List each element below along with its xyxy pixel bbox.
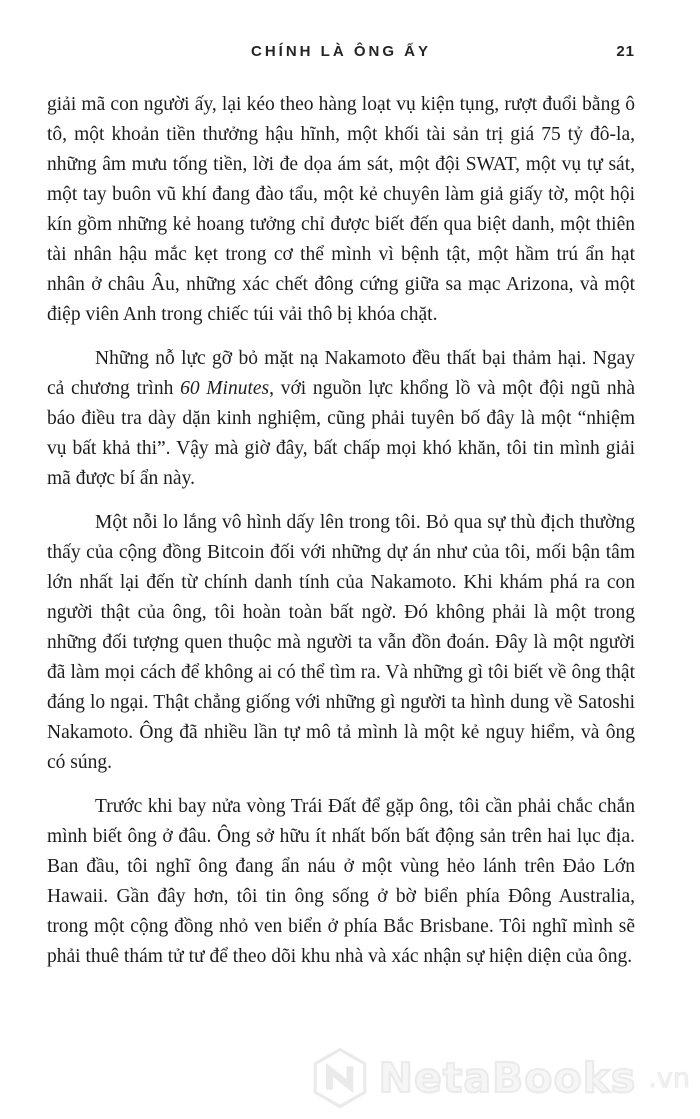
paragraph-text: Một nỗi lo lắng vô hình dấy lên trong tôi. Bỏ qua sự thù địch thường thấy của cộng đồng Bitcoin đối với những dự án như của tôi, mối bận tâm lớn nhất lại đến từ chính danh tính của Nakamoto. Khi khám phá ra con người thật của ông, tôi hoàn toàn bất ngờ. Đó không phải là một trong những đối tượng quen thuộc mà người ta vẫn đồn đoán. Đây là một người đã làm mọi cách để không ai có thể tìm ra. Và những gì tôi biết về ông thật đáng lo ngại. Thật chẳng giống với những gì người ta hình dung về Satoshi Nakamoto. Ông đã nhiều lần tự mô tả mình là một kẻ nguy hiểm, và ông có súng. [47, 512, 635, 773]
chapter-title: CHÍNH LÀ ÔNG ẤY [251, 43, 431, 60]
body-paragraph-2 [47, 344, 635, 494]
page-body [47, 90, 635, 986]
body-paragraph-4 [47, 792, 635, 972]
running-header [47, 43, 635, 63]
netabooks-watermark [309, 1045, 690, 1111]
italic-title-60-minutes: 60 Minutes [180, 378, 270, 399]
watermark-suffix-text: .vn [648, 1062, 690, 1094]
netabooks-hexagon-logo-icon [309, 1045, 371, 1111]
paragraph-text: Những nỗ lực gỡ bỏ mặt nạ Nakamoto đều thất bại thảm hại. Ngay cả chương trình [47, 348, 635, 399]
paragraph-text: , với nguồn lực khổng lồ và một đội ngũ nhà báo điều tra dày dặn kinh nghiệm, cũng phải tuyên bố đây là một “nhiệm vụ bất khả thi”. Vậy mà giờ đây, bất chấp mọi khó khăn, tôi tin mình giải mã được bí ẩn này. [47, 378, 635, 489]
body-paragraph-1 [47, 90, 635, 330]
page-number: 21 [616, 43, 635, 60]
body-paragraph-3 [47, 508, 635, 778]
paragraph-text: Trước khi bay nửa vòng Trái Đất để gặp ông, tôi cần phải chắc chắn mình biết ông ở đâu. Ông sở hữu ít nhất bốn bất động sản trên hai lục địa. Ban đầu, tôi nghĩ ông đang ẩn náu ở một vùng hẻo lánh trên Đảo Lớn Hawaii. Gần đây hơn, tôi tin ông sống ở bờ biển phía Đông Australia, trong một cộng đồng nhỏ ven biển ở phía Bắc Brisbane. Tôi nghĩ mình sẽ phải thuê thám tử tư để theo dõi khu nhà và xác nhận sự hiện diện của ông. [47, 796, 635, 967]
paragraph-text: giải mã con người ấy, lại kéo theo hàng loạt vụ kiện tụng, rượt đuổi bằng ô tô, một khoản tiền thưởng hậu hĩnh, một khối tài sản trị giá 75 tỷ đô-la, những âm mưu tống tiền, lời đe dọa ám sát, một đội SWAT, một vụ tự sát, một tay buôn vũ khí đang đào tẩu, một kẻ chuyên làm giả giấy tờ, một hội kín gồm những kẻ hoang tưởng chỉ được biết đến qua biệt danh, một thiên tài nhân hậu mắc kẹt trong cơ thể mình vì bệnh tật, một hầm trú ẩn hạt nhân ở châu Âu, những xác chết đông cứng giữa sa mạc Arizona, và một điệp viên Anh trong chiếc túi vải thô bị khóa chặt. [47, 94, 635, 325]
watermark-brand-text: NetaBooks [378, 1053, 637, 1102]
